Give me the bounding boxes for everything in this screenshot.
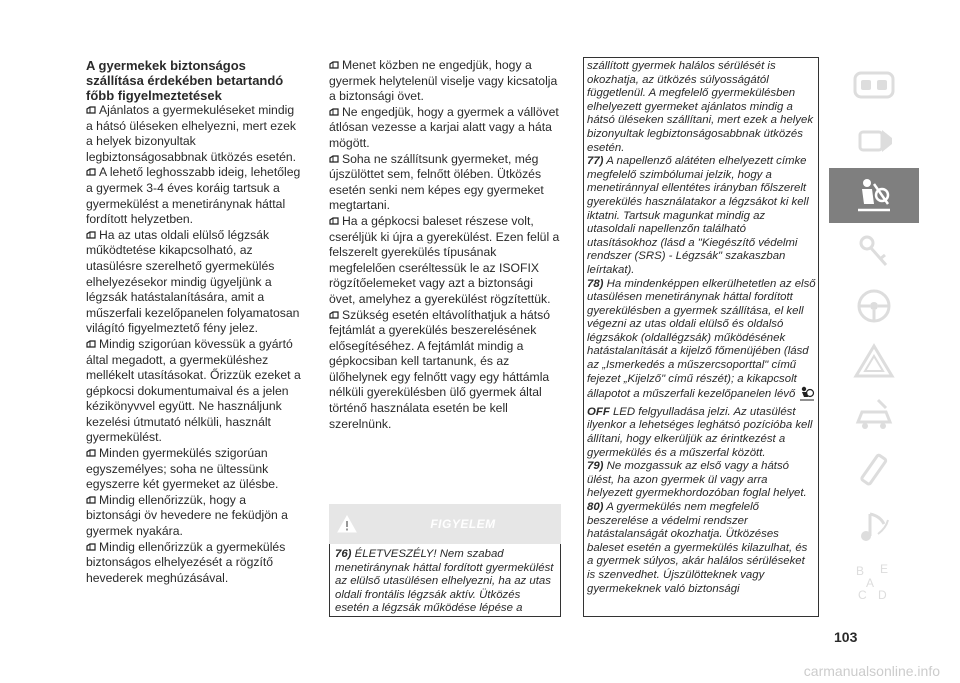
chapter-sidebar xyxy=(829,58,919,608)
music-note-icon[interactable] xyxy=(829,498,919,553)
warning-list-1 xyxy=(86,103,304,586)
seat-bullet-icon xyxy=(86,449,96,457)
airbag-seat-icon[interactable] xyxy=(829,168,919,223)
warning-79: 79) Ne mozgassuk az első vagy a hátsó ülést, ha azon gyermek ül vagy arra helyezett gyermekhordozóban foglal helyet. xyxy=(587,460,807,500)
seat-bullet-icon xyxy=(86,543,96,551)
pen-icon[interactable] xyxy=(829,443,919,498)
airbag-off-icon xyxy=(799,386,815,406)
svg-text:A: A xyxy=(866,575,875,590)
seat-bullet-icon xyxy=(329,61,339,69)
warning-triangle-icon xyxy=(329,504,365,544)
warning-item: Szükség esetén eltávolíthatjuk a hátsó fejtámlát a gyerekülés beszerelésének elősegítéséhez. A fejtámlát mindig a gépkocsiban kell tartanunk, és az ülőhelynek egy felnőtt vagy egy háttámla nélküli gyerekülésben ülő gyermek által történő használata esetén be kell szerelnünk. xyxy=(329,307,550,431)
warning-item: Mindig ellenőrizzük a gyermekülés biztonságos elhelyezését a rögzítő hevederek meghúzásával. xyxy=(86,539,286,585)
column-2 xyxy=(329,58,561,432)
seat-bullet-icon xyxy=(86,106,96,114)
warning-item: Menet közben ne engedjük, hogy a gyermek helytelenül viselje vagy kicsatolja a biztonsági övet. xyxy=(329,58,558,104)
column-3 xyxy=(587,60,816,596)
seat-bullet-icon xyxy=(329,311,339,319)
svg-text:C: C xyxy=(858,587,867,602)
warning-box xyxy=(329,544,561,617)
keys-icon[interactable] xyxy=(829,223,919,278)
svg-text:E: E xyxy=(880,561,889,576)
seat-bullet-icon xyxy=(329,108,339,116)
seat-bullet-icon xyxy=(86,168,96,176)
warning-76: 76) ÉLETVESZÉLY! Nem szabad menetiránynak háttal fordított gyermekülést az elülső utasülésen elhelyezni, ha az utas oldali frontális légzsák aktív. Ütközés esetén a légzsák működése lépése a xyxy=(335,548,554,615)
warning-77: 77) A napellenző alátéten elhelyezett címke megfelelő szimbólumai jelzik, hogy a menetiránnyal ellentétes irányban főlszerelt gyerekülés használatakor a légzsákot ki kell iktatni. Tartsuk magunkat mindig az utasoldali napellenzőn található utasításokhoz (lásd a "Kiegészítő védelmi rendszer (SRS) - Légzsák" szakaszban leírtakat). xyxy=(587,155,809,276)
warning-item: Ajánlatos a gyermekuléseket mindig a hátsó üléseken elhelyezni, mert ezek a helyek bizonyultak legbiztonságosabbnak ütközés esetén. xyxy=(86,103,297,164)
svg-text:B: B xyxy=(856,563,865,578)
warning-item: Ha az utas oldali elülső légzsák működtetése kikapcsolható, az utasülésre szerelhető gyermekülés elhelyezésekor mindig ügyeljünk a légzsák hatástalanítására, amit a műszerfali kezelőpanelen folyamatosan világító figyelmeztető fény jelez. xyxy=(86,227,300,336)
warning-80: 80) A gyermekülés nem megfelelő beszerelése a védelmi rendszer hatástalanságát okozhatja. Ütközéses baleset esetén a gyermekülés kilazulhat, és a gyermek súlyos, akár halálos sérüléseket is szenvedhet. Újszülötteknek vagy gyermekeknek való biztonsági xyxy=(587,501,808,595)
warning-item: Minden gyermekülés szigorúan egyszemélyes; soha ne ültessünk egyszerre két gyermeket az ülésbe. xyxy=(86,446,279,492)
warning-header xyxy=(329,504,561,544)
index-icon[interactable] xyxy=(829,553,919,608)
warning-item: Ha a gépkocsi baleset részese volt, cseréljük ki újra a gyerekülést. Ezen felül a felszerelt gyerekülés típusának megfelelően cseréltessük le az ISOFIX rögzítőelemeket vagy azt a biztonsági övet, amelyhez a gyerekülést rögzítettük. xyxy=(329,213,560,306)
warning-triangle-icon[interactable] xyxy=(829,333,919,388)
seat-bullet-icon xyxy=(86,496,96,504)
warning-item: Mindig ellenőrizzük, hogy a biztonsági öv hevedere ne feküdjön a gyermek nyakára. xyxy=(86,492,288,539)
warning-list-2 xyxy=(329,58,561,432)
seat-bullet-icon xyxy=(329,155,339,163)
seat-bullet-icon xyxy=(86,231,96,239)
column-1 xyxy=(86,58,304,586)
warning-item: A lehető leghosszabb ideig, lehetőleg a gyermek 3-4 éves koráig tartsuk a gyermekülést a menetiránynak háttal fordított helyzetben. xyxy=(86,165,301,227)
seat-bullet-icon xyxy=(329,217,339,225)
dashboard-icon[interactable] xyxy=(829,58,919,113)
warning-item: Mindig szigorúan kövessük a gyártó által megadott, a gyermeküléshez mellékelt utasításokat. Őrizzük ezeket a gépkocsi dokumentumaival és a jelen kézikönyvvel együtt. Ne használjunk kezelési útmutató nélküli, használt gyermekülést. xyxy=(86,336,301,445)
warning-title: FIGYELEM xyxy=(430,517,496,531)
warning-light-icon[interactable] xyxy=(829,113,919,168)
section-heading: A gyermekek biztonságos szállítása érdekében betartandó főbb figyelmeztetések xyxy=(86,58,284,103)
seat-bullet-icon xyxy=(86,340,96,348)
footer-watermark: carmanualsonline.info xyxy=(803,663,940,679)
warning-76-cont: szállított gyermek halálos sérülését is okozhatja, az ütközés súlyosságától függetlenül. A megfelelő gyermekülésben elhelyezett gyermeket ajánlatos mindig a hátsó üléseken szállítani, mert ezek a helyek bizonyultak legbiztonságosabbnak ütközés esetén. xyxy=(587,60,814,154)
wrench-car-icon[interactable] xyxy=(829,388,919,443)
warning-78: 78) Ha mindenképpen elkerülhetetlen az első utasülésen menetiránynak háttal fordított gyerekülésben a gyermek szállítása, el kell végezni az utas oldali elülső és oldalsó légzsákok (oldallégzsák) működésének hatástalanítását a kijelző főmenüjében (lásd az „Ismerkedés a műszercsoporttal" című fejezet „Kijelző" című részét); a kikapcsolt állapotot a műszerfali kezelőpanelen lévő OFF LED felgyulladása jelzi. Az utasülést ilyenkor a lehetséges leghátsó pozícióba kell állítani, hogy elkerüljük az érintkezést a gyermekülés és a műszerfal között. xyxy=(587,277,816,459)
svg-text:D: D xyxy=(878,587,887,602)
page-number: 103 xyxy=(834,629,858,645)
warning-item: Soha ne szállítsunk gyermeket, még újszülöttet sem, felnőtt ölében. Ütközés esetén senki nem képes egy gyermeket megtartani. xyxy=(329,151,544,213)
steering-wheel-icon[interactable] xyxy=(829,278,919,333)
warning-item: Ne engedjük, hogy a gyermek a vállövet átlósan vezesse a karjai alatt vagy a háta mögött. xyxy=(329,104,559,150)
